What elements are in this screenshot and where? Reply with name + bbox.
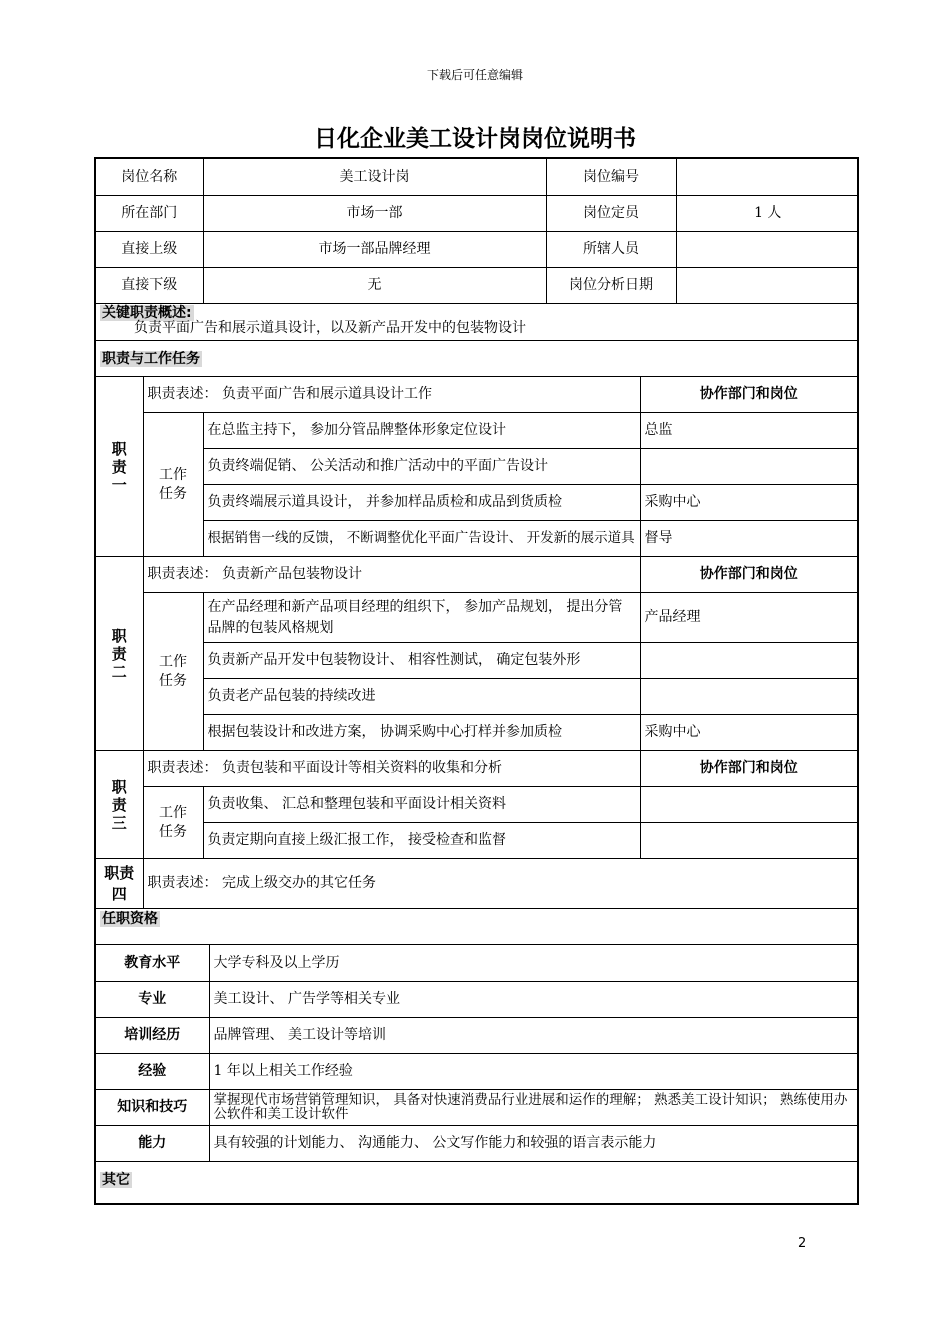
headcount-value: 1 人 bbox=[676, 195, 858, 231]
summary-label: 关键职责概述: bbox=[102, 305, 192, 321]
supervisor-value: 市场一部品牌经理 bbox=[203, 231, 546, 267]
duty-1-desc: 职责表述： 负责平面广告和展示道具设计工作 bbox=[143, 377, 640, 413]
duty-2-coop-4: 采购中心 bbox=[640, 715, 858, 751]
duty-4-label bbox=[95, 859, 143, 909]
duty-3-coop-2 bbox=[640, 823, 858, 859]
duty-4-text: 职责四 bbox=[104, 863, 135, 903]
duty-1-coop-1: 总监 bbox=[640, 413, 858, 449]
duty-3-label bbox=[95, 751, 143, 859]
job-description-table bbox=[94, 157, 859, 1205]
duty-1-task-3: 负责终端展示道具设计， 并参加样品质检和成品到货质检 bbox=[203, 485, 640, 521]
subordinate-value: 无 bbox=[203, 267, 546, 303]
coop-header-2: 协作部门和岗位 bbox=[640, 557, 858, 593]
training-value: 品牌管理、 美工设计等培训 bbox=[209, 1017, 858, 1053]
analysis-date-label: 岗位分析日期 bbox=[546, 267, 676, 303]
duty-2-label bbox=[95, 557, 143, 751]
duty-1-coop-2 bbox=[640, 449, 858, 485]
duty-1-coop-4: 督导 bbox=[640, 521, 858, 557]
major-label: 专业 bbox=[96, 981, 209, 1017]
summary-cell bbox=[95, 304, 858, 341]
coop-header-3: 协作部门和岗位 bbox=[640, 751, 858, 787]
basic-row bbox=[95, 158, 858, 304]
staff-value bbox=[676, 231, 858, 267]
duty-2-desc: 职责表述： 负责新产品包装物设计 bbox=[143, 557, 640, 593]
position-code-value bbox=[676, 159, 858, 195]
knowledge-label: 知识和技巧 bbox=[96, 1089, 209, 1125]
work-task-label-2: 工作任务 bbox=[143, 593, 203, 751]
duties-section-header: 职责与工作任务 bbox=[95, 341, 858, 377]
duty-1-text: 职责一 bbox=[111, 439, 127, 494]
duty-2-task-4: 根据包装设计和改进方案， 协调采购中心打样并参加质检 bbox=[203, 715, 640, 751]
summary-text: 负责平面广告和展示道具设计，以及新产品开发中的包装物设计 bbox=[134, 320, 526, 337]
coop-header-1: 协作部门和岗位 bbox=[640, 377, 858, 413]
duty-2-task-1: 在产品经理和新产品项目经理的组织下， 参加产品规划， 提出分管品牌的包装风格规划 bbox=[203, 593, 640, 643]
supervisor-label: 直接上级 bbox=[96, 231, 203, 267]
training-label: 培训经历 bbox=[96, 1017, 209, 1053]
duty-3-task-2: 负责定期向直接上级汇报工作， 接受检查和监督 bbox=[203, 823, 640, 859]
experience-value: 1 年以上相关工作经验 bbox=[209, 1053, 858, 1089]
staff-label: 所辖人员 bbox=[546, 231, 676, 267]
education-label: 教育水平 bbox=[96, 945, 209, 981]
major-value: 美工设计、 广告学等相关专业 bbox=[209, 981, 858, 1017]
duty-3-coop-1 bbox=[640, 787, 858, 823]
position-name-label: 岗位名称 bbox=[96, 159, 203, 195]
qualification-table bbox=[96, 945, 858, 1161]
headcount-label: 岗位定员 bbox=[546, 195, 676, 231]
position-code-label: 岗位编号 bbox=[546, 159, 676, 195]
department-value: 市场一部 bbox=[203, 195, 546, 231]
duty-1-task-4: 根据销售一线的反馈， 不断调整优化平面广告设计、 开发新的展示道具 bbox=[203, 521, 640, 557]
duty-1-task-2: 负责终端促销、 公关活动和推广活动中的平面广告设计 bbox=[203, 449, 640, 485]
education-value: 大学专科及以上学历 bbox=[209, 945, 858, 981]
department-label: 所在部门 bbox=[96, 195, 203, 231]
position-name-value: 美工设计岗 bbox=[203, 159, 546, 195]
subordinate-label: 直接下级 bbox=[96, 267, 203, 303]
duty-3-text: 职责三 bbox=[111, 777, 127, 832]
page-number: 2 bbox=[798, 1236, 807, 1251]
duty-2-coop-1: 产品经理 bbox=[640, 593, 858, 643]
knowledge-value: 掌握现代市场营销管理知识， 具备对快速消费品行业进展和运作的理解； 熟悉美工设计知识； 熟练使用办公软件和美工设计软件 bbox=[209, 1089, 858, 1125]
ability-value: 具有较强的计划能力、 沟通能力、 公文写作能力和较强的语言表示能力 bbox=[209, 1125, 858, 1161]
experience-label: 经验 bbox=[96, 1053, 209, 1089]
duty-3-desc: 职责表述： 负责包装和平面设计等相关资料的收集和分析 bbox=[143, 751, 640, 787]
duty-2-task-2: 负责新产品开发中包装物设计、 相容性测试， 确定包装外形 bbox=[203, 643, 640, 679]
work-task-label-3: 工作任务 bbox=[143, 787, 203, 859]
duty-2-text: 职责二 bbox=[111, 626, 127, 681]
duty-1-coop-3: 采购中心 bbox=[640, 485, 858, 521]
work-task-label-1: 工作任务 bbox=[143, 413, 203, 557]
qualification-section-header: 任职资格 bbox=[95, 909, 858, 945]
duty-4-desc: 职责表述： 完成上级交办的其它任务 bbox=[143, 859, 858, 909]
header-note: 下载后可任意编辑 bbox=[426, 68, 523, 82]
ability-label: 能力 bbox=[96, 1125, 209, 1161]
duty-2-task-3: 负责老产品包装的持续改进 bbox=[203, 679, 640, 715]
duty-1-task-1: 在总监主持下， 参加分管品牌整体形象定位设计 bbox=[203, 413, 640, 449]
other-section-header: 其它 bbox=[95, 1162, 858, 1204]
duty-2-coop-2 bbox=[640, 643, 858, 679]
document-title: 日化企业美工设计岗岗位说明书 bbox=[314, 126, 636, 152]
duty-2-coop-3 bbox=[640, 679, 858, 715]
analysis-date-value bbox=[676, 267, 858, 303]
duty-3-task-1: 负责收集、 汇总和整理包装和平面设计相关资料 bbox=[203, 787, 640, 823]
duty-1-label bbox=[95, 377, 143, 557]
